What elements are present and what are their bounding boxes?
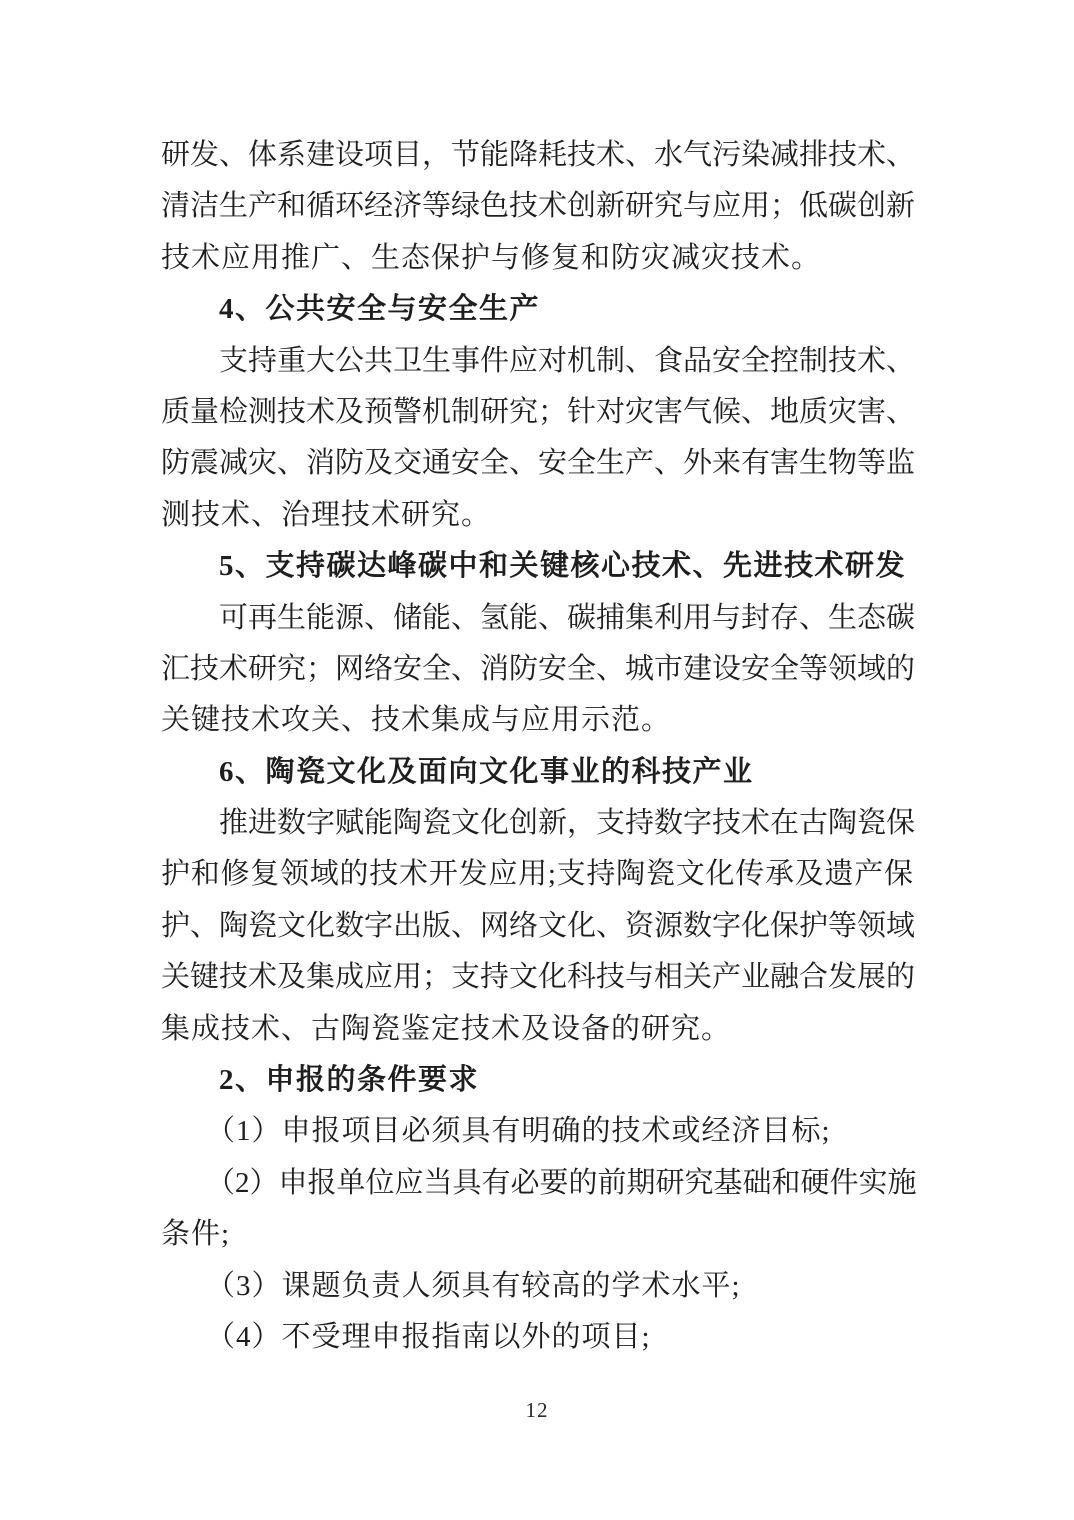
text-line: 6、陶瓷文化及面向文化事业的科技产业 [219, 755, 754, 788]
text-line: （1）申报项目必须具有明确的技术或经济目标; [205, 1115, 831, 1148]
text-line: 4、公共安全与安全生产 [219, 293, 541, 326]
text-line: 5、支持碳达峰碳中和关键核心技术、先进技术研发 [219, 550, 907, 583]
document-body-text [161, 130, 917, 1363]
text-line: 关键技术攻关、技术集成与应用示范。 [161, 704, 672, 737]
text-line: （4）不受理申报指南以外的项目; [205, 1320, 651, 1353]
text-line: 关键技术及集成应用；支持文化科技与相关产业融合发展的 [161, 961, 916, 994]
text-line: 支持重大公共卫生事件应对机制、食品安全控制技术、 [219, 344, 916, 377]
text-line: 技术应用推广、生态保护与修复和防灾减灾技术。 [161, 241, 822, 274]
text-line: 可再生能源、储能、氢能、碳捕集利用与封存、生态碳 [219, 601, 916, 634]
text-line: 推进数字赋能陶瓷文化创新，支持数字技术在古陶瓷保 [219, 807, 916, 840]
text-line: 清洁生产和循环经济等绿色技术创新研究与应用；低碳创新 [161, 190, 916, 223]
text-line: 集成技术、古陶瓷鉴定技术及设备的研究。 [161, 1012, 732, 1045]
text-line: 护、陶瓷文化数字出版、网络文化、资源数字化保护等领域 [161, 909, 916, 942]
text-line: 2、申报的条件要求 [219, 1064, 480, 1097]
text-line: （2）申报单位应当具有必要的前期研究基础和硬件实施 [205, 1166, 917, 1199]
text-line: 防震减灾、消防及交通安全、安全生产、外来有害生物等监 [161, 447, 916, 480]
text-line: 测技术、治理技术研究。 [161, 498, 492, 531]
text-line: （3）课题负责人须具有较高的学术水平; [205, 1269, 741, 1302]
page-number: 12 [525, 1398, 549, 1422]
text-line: 质量检测技术及预警机制研究；针对灾害气候、地质灾害、 [161, 395, 916, 428]
text-line: 护和修复领域的技术开发应用;支持陶瓷文化传承及遗产保 [161, 858, 913, 891]
text-line: 条件; [161, 1218, 231, 1251]
text-line: 研发、体系建设项目，节能降耗技术、水气污染减排技术、 [161, 139, 916, 171]
text-line: 汇技术研究；网络安全、消防安全、城市建设安全等领域的 [161, 652, 916, 685]
